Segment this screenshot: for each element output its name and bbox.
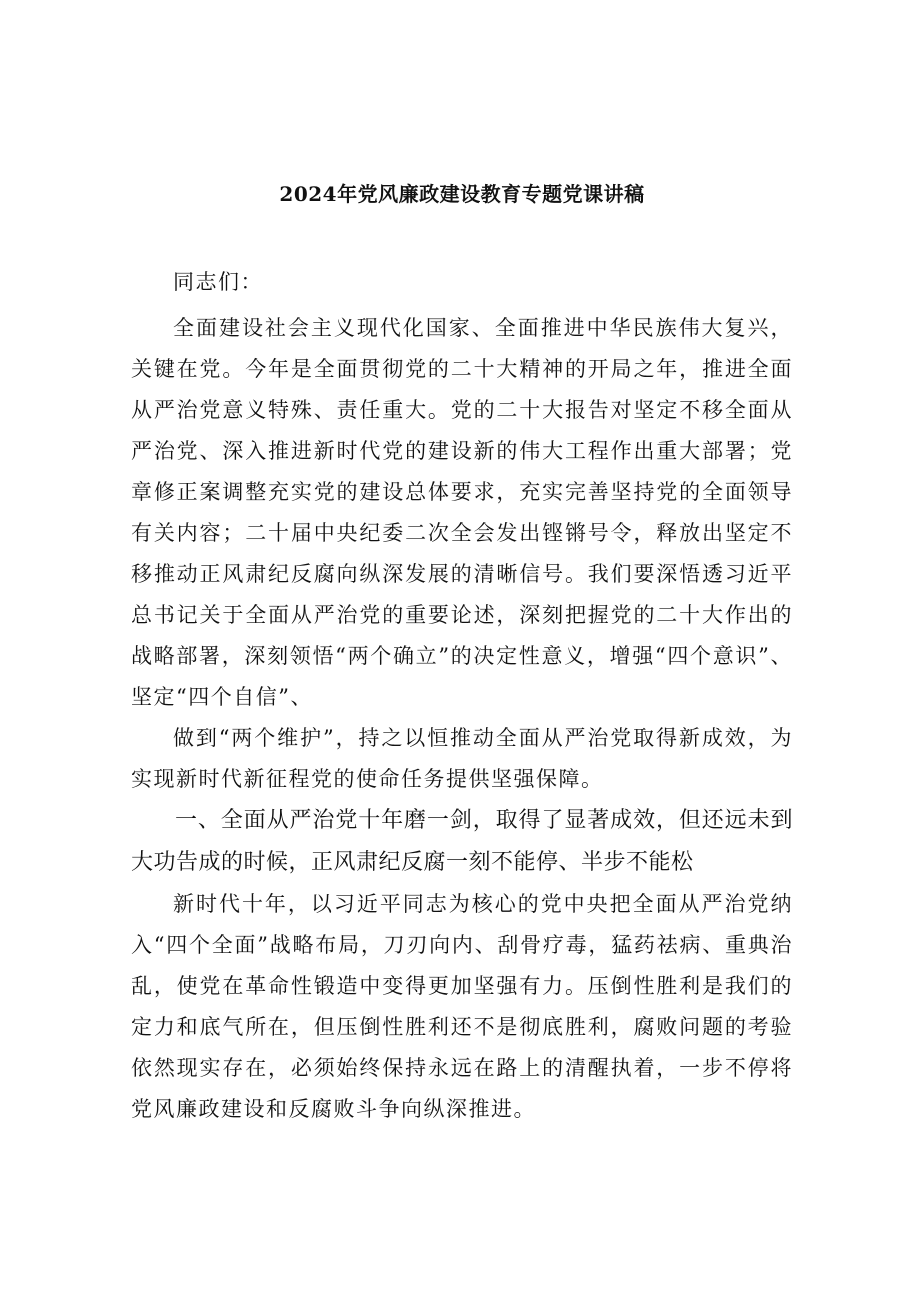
document-title: 2024年党风廉政建设教育专题党课讲稿 bbox=[279, 182, 645, 206]
document-body bbox=[131, 178, 793, 1130]
intro-paragraph: 全面建设社会主义现代化国家、全面推进中华民族伟大复兴，关键在党。今年是全面贯彻党的二十大精神的开局之年，推进全面从严治党意义特殊、责任重大。党的二十大报告对坚定不移全面从严治党、深入推进新时代党的建设新的伟大工程作出重大部署；党章修正案调整充实党的建设总体要求，充实完善坚持党的全面领导有关内容；二十届中央纪委二次全会发出铿锵号令，释放出坚定不移推动正风肃纪反腐向纵深发展的清晰信号。我们要深悟透习近平总书记关于全面从严治党的重要论述，深刻把握党的二十大作出的战略部署，深刻领悟“两个确立”的决定性意义，增强“四个意识”、坚定“四个自信”、 bbox=[131, 316, 793, 709]
intro-paragraph-continued: 做到“两个维护”，持之以恒推动全面从严治党取得新成效，为实现新时代新征程党的使命任务提供坚强保障。 bbox=[131, 726, 793, 791]
section-1-paragraph: 新时代十年，以习近平同志为核心的党中央把全面从严治党纳入“四个全面”战略布局，刀刃向内、刮骨疗毒，猛药祛病、重典治乱，使党在革命性锻造中变得更加坚强有力。压倒性胜利是我们的定力和底气所在，但压倒性胜利还不是彻底胜利，腐败问题的考验依然现实存在，必须始终保持永远在路上的清醒执着，一步不停将党风廉政建设和反腐败斗争向纵深推进。 bbox=[131, 892, 793, 1121]
section-heading-1: 一、全面从严治党十年磨一剑，取得了显著成效，但还远未到大功告成的时候，正风肃纪反腐一刻不能停、半步不能松 bbox=[131, 808, 793, 875]
greeting: 同志们： bbox=[173, 270, 263, 294]
